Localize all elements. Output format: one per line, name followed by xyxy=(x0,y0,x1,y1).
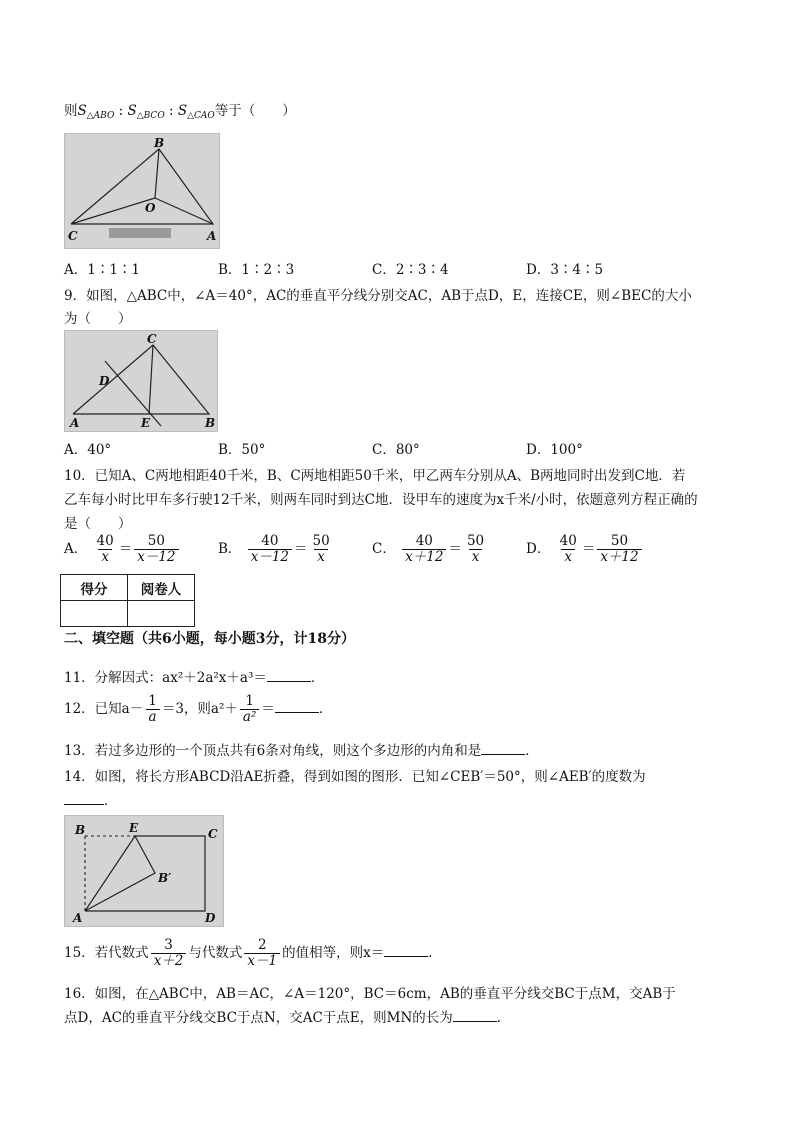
q9-label-a: A xyxy=(70,416,80,430)
q14-label-a: A xyxy=(73,911,83,925)
q10-option-a: A． $\frac{40}{x}$ ＝ $\frac{50}{x-12}$ xyxy=(64,534,181,565)
q14-rectangle-diagram xyxy=(65,816,223,926)
q8-stem: 则$S_{\triangle ABO}$ : $S_{\triangle BCO}$ : $S_{\triangle CAO}$等于（ ） xyxy=(64,103,296,121)
q8-figure xyxy=(64,133,220,249)
q16-stem-line1: 16．如图，在△ABC中，AB＝AC，∠A＝120°，BC＝6cm，AB的垂直平分线交BC于点M，交AB于 xyxy=(64,986,676,1002)
grader-header: 阅卷人 xyxy=(128,575,195,601)
q9-option-a: A．40° xyxy=(64,442,112,458)
q12: 12．已知a－ $\frac{1}{a}$ ＝3，则a²＋ $\frac{1}{\text{a²}}$ ＝ ． xyxy=(64,693,333,725)
q8-triangle-diagram xyxy=(65,134,219,248)
q8-label-o: O xyxy=(145,201,156,215)
q10-stem-line3: 是（ ） xyxy=(64,516,132,532)
q9-label-e: E xyxy=(141,416,151,430)
q8-option-a: A．1∶1∶1 xyxy=(64,262,141,278)
q9-label-b: B xyxy=(205,416,216,430)
q8-label-a: A xyxy=(207,229,217,243)
q9-figure xyxy=(64,330,218,432)
q9-label-d: D xyxy=(99,374,110,388)
section-2-title: 二、填空题（共6小题，每小题3分，计18分） xyxy=(64,631,355,647)
q9-stem-line2: 为（ ） xyxy=(64,311,132,327)
q8-option-b: B．1∶2∶3 xyxy=(218,262,295,278)
q8-label-b: B xyxy=(154,136,165,150)
q14-label-e: E xyxy=(129,821,139,835)
q14-stem-line1: 14．如图，将长方形ABCD沿AE折叠，得到如图的图形．已知∠CEB′＝50°，则∠AEB′的度数为 xyxy=(64,769,646,785)
q8-option-d: D．3∶4∶5 xyxy=(526,262,604,278)
q10-stem-line1: 10．已知A、C两地相距40千米，B、C两地相距50千米，甲乙两车分别从A、B两地同时出发到C地．若 xyxy=(64,468,686,484)
q9-option-c: C．80° xyxy=(372,442,420,458)
q13: 13．若过多边形的一个顶点共有6条对角线，则这个多边形的内角和是 ． xyxy=(64,743,539,759)
q14-label-c: C xyxy=(208,827,218,841)
q14-label-b: B xyxy=(75,823,86,837)
q14-label-b-prime: B′ xyxy=(158,871,172,885)
q16-stem-line2: 点D，AC的垂直平分线交BC于点N，交AC于点E，则MN的长为 ． xyxy=(64,1010,511,1026)
q10-option-c: C． $\frac{40}{x+12}$ ＝ $\frac{50}{x}$ xyxy=(372,533,485,565)
q8-label-c: C xyxy=(68,229,78,243)
q9-triangle-diagram xyxy=(65,331,217,431)
q9-label-c: C xyxy=(147,332,157,346)
score-cell xyxy=(61,601,128,627)
q8-option-c: C．2∶3∶4 xyxy=(372,262,449,278)
grader-cell xyxy=(128,601,195,627)
q9-stem-line1: 9．如图，△ABC中，∠A＝40°，AC的垂直平分线分别交AC，AB于点D，E，连接CE，则∠BEC的大小 xyxy=(64,288,692,304)
q10-option-d: D． $\frac{40}{x}$ ＝ $\frac{50}{x+12}$ xyxy=(526,534,644,565)
q14-figure xyxy=(64,815,224,927)
q9-option-d: D．100° xyxy=(526,442,583,458)
q15: 15．若代数式 $\frac{3}{x+2}$ 与代数式 $\frac{2}{x-1}$ 的值相等，则x＝ ． xyxy=(64,937,442,969)
q10-stem-line2: 乙车每小时比甲车多行驶12千米，则两车同时到达C地．设甲车的速度为x千米/小时，依题意列方程正确的 xyxy=(64,492,698,508)
score-table xyxy=(60,574,195,627)
score-header: 得分 xyxy=(61,575,128,601)
q14-stem-line2: ． xyxy=(64,789,118,809)
q14-label-d: D xyxy=(205,911,216,925)
q11: 11．分解因式：ax²＋2a²x＋a³＝ ． xyxy=(64,670,325,686)
q9-option-b: B．50° xyxy=(218,442,266,458)
q10-option-b: B． $\frac{40}{x-12}$ ＝ $\frac{50}{x}$ xyxy=(218,533,330,565)
